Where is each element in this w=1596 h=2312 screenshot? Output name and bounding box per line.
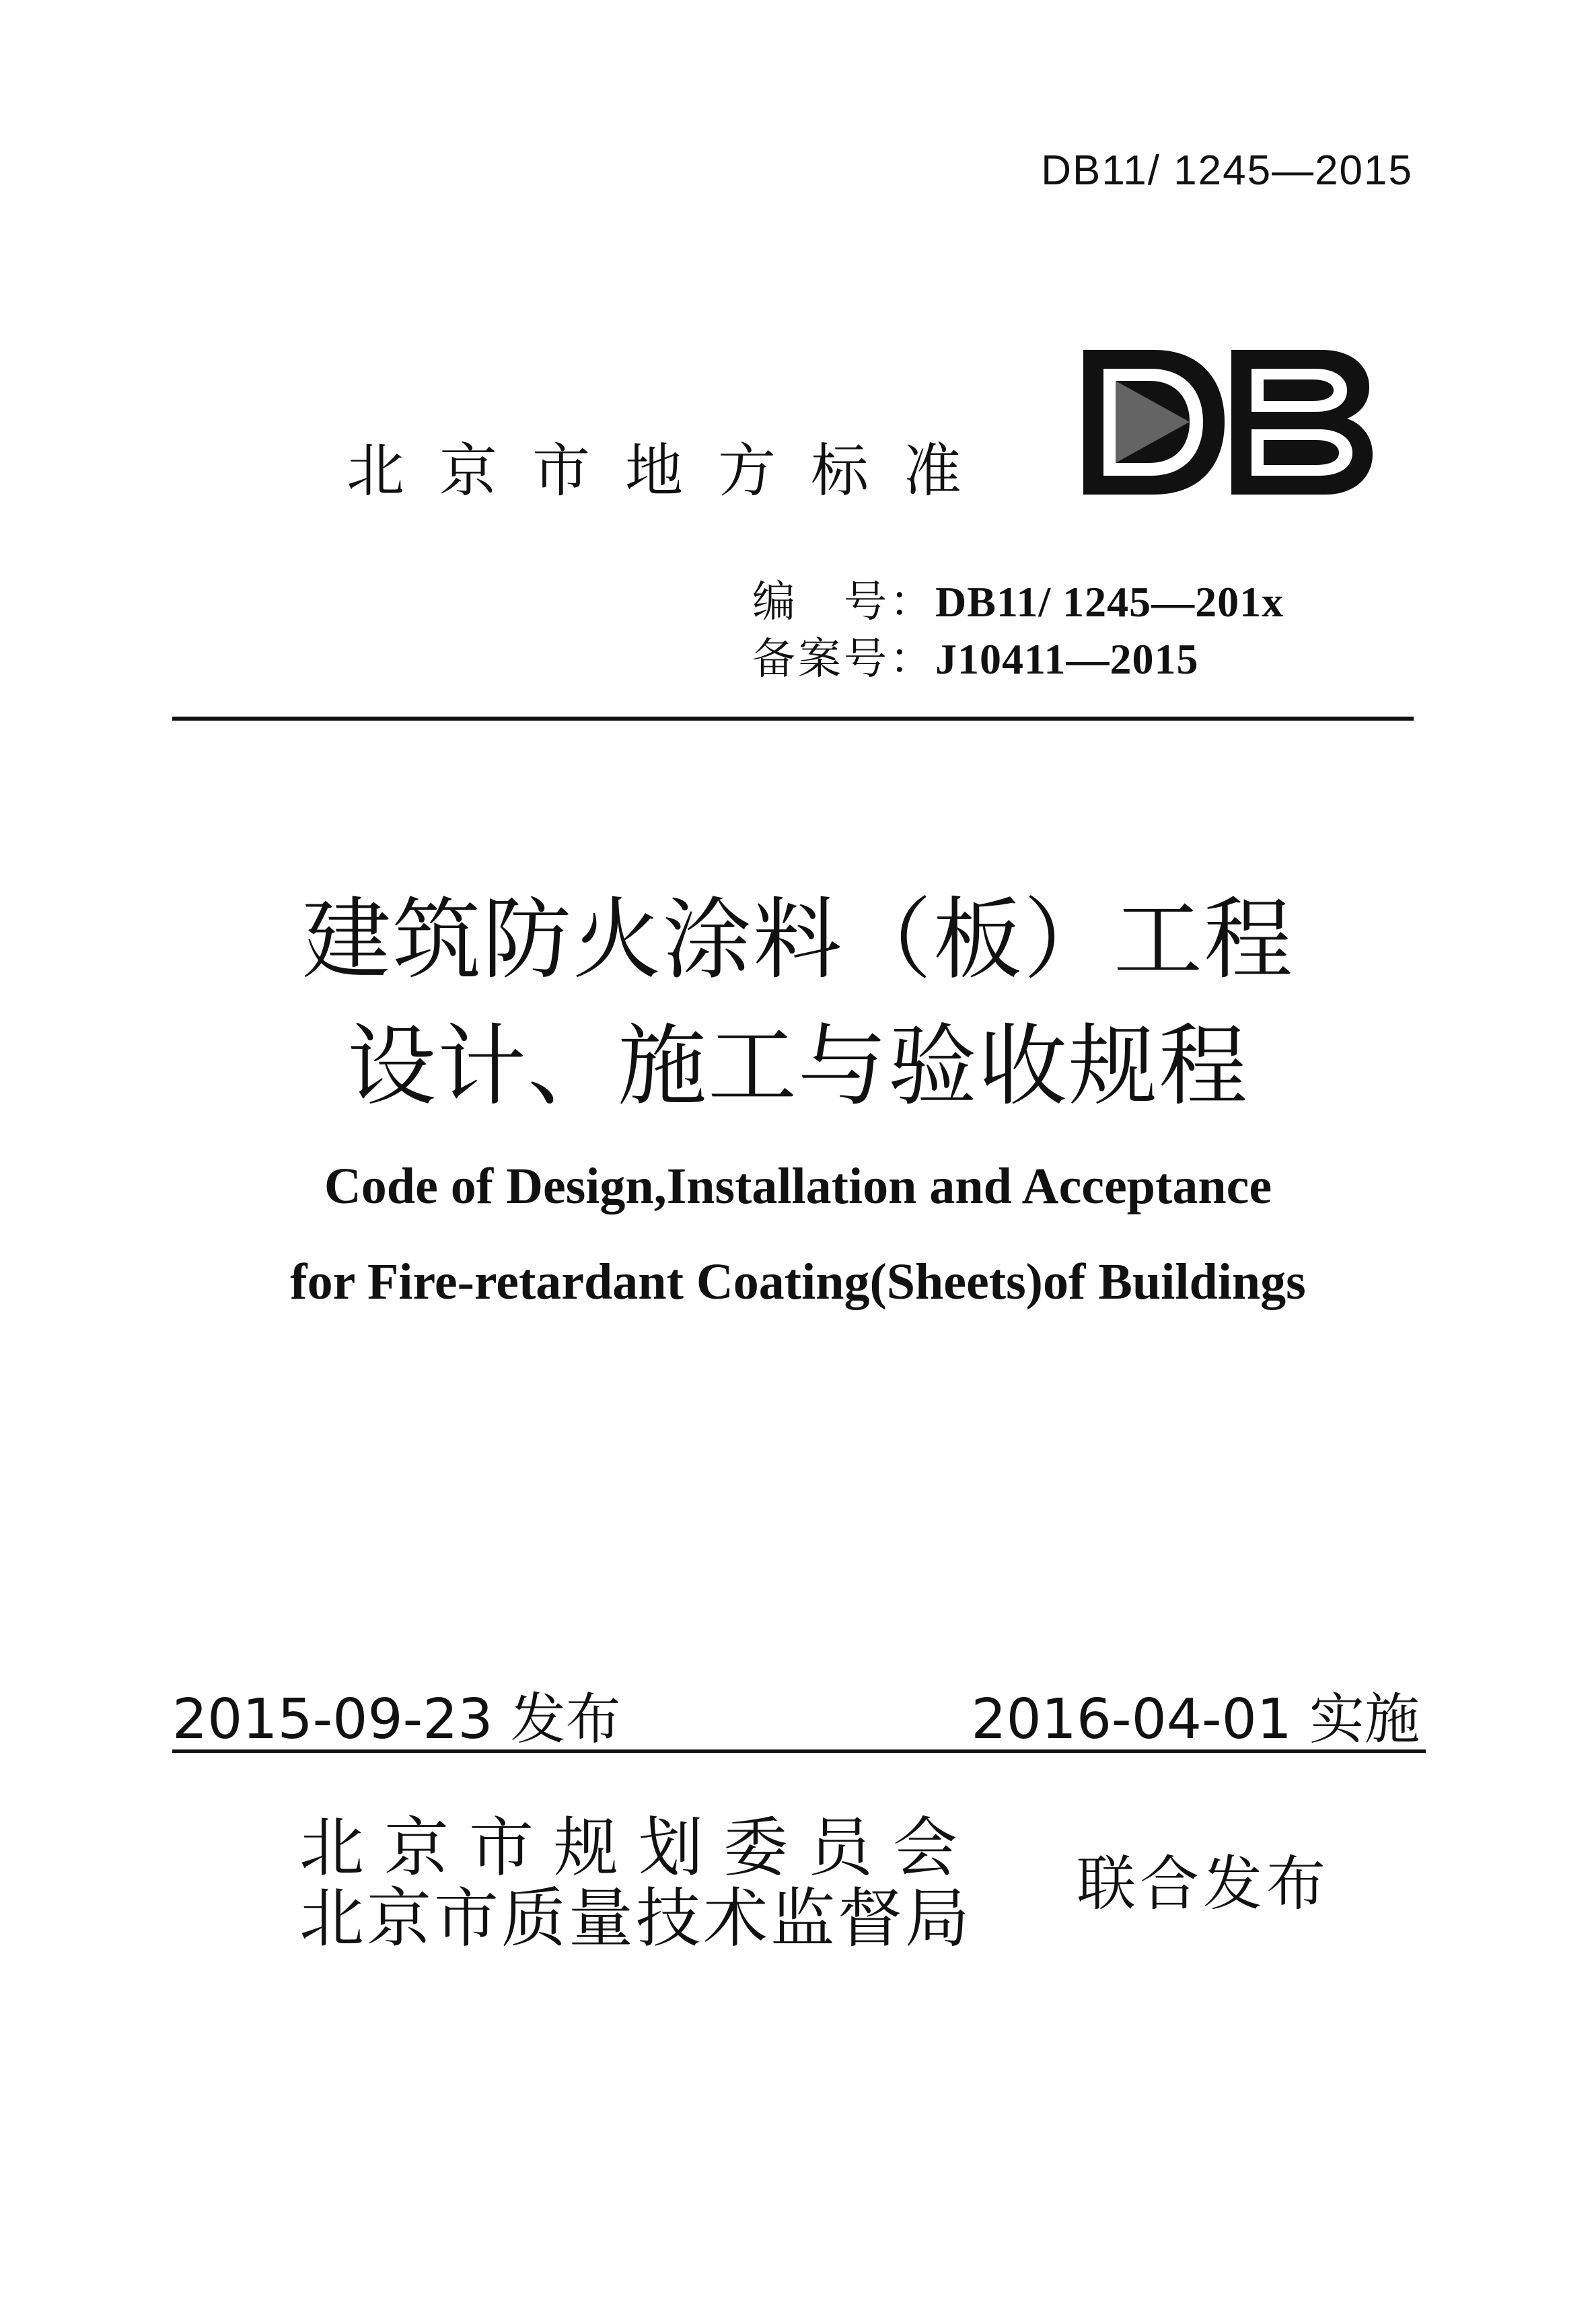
db-logo (1083, 350, 1373, 495)
title-chinese-line-1: 建筑防火涂料（板）工程 (302, 888, 1294, 992)
publisher-quality-bureau: 北京市质量技术监督局 (299, 1881, 972, 1956)
implementation-date: 2016-04-01 实施 (971, 1688, 1420, 1751)
title-chinese-line-2: 设计、施工与验收规程 (347, 1015, 1249, 1118)
title-english-line-2: for Fire-retardant Coating(Sheets)of Buildings (290, 1254, 1306, 1310)
record-number-label: 备案号： (752, 635, 935, 684)
record-number-value: J10411—2015 (935, 635, 1199, 683)
document-number-value: DB11/ 1245—201x (935, 578, 1284, 626)
bottom-divider (172, 1749, 1426, 1753)
record-number (752, 624, 1198, 686)
title-english-line-1: Code of Design,Installation and Acceptance (324, 1158, 1272, 1215)
top-divider (172, 717, 1414, 721)
joint-release-label: 联合发布 (1077, 1849, 1330, 1918)
document-number-label: 编 号： (752, 577, 935, 627)
publisher-planning-commission: 北京市规划委员会 (299, 1810, 978, 1885)
issue-date: 2015-09-23 发布 (172, 1688, 621, 1751)
standard-category: 北京市地方标准 (347, 437, 996, 505)
standard-number: DB11/ 1245—2015 (1041, 147, 1413, 194)
document-number (752, 567, 1284, 629)
